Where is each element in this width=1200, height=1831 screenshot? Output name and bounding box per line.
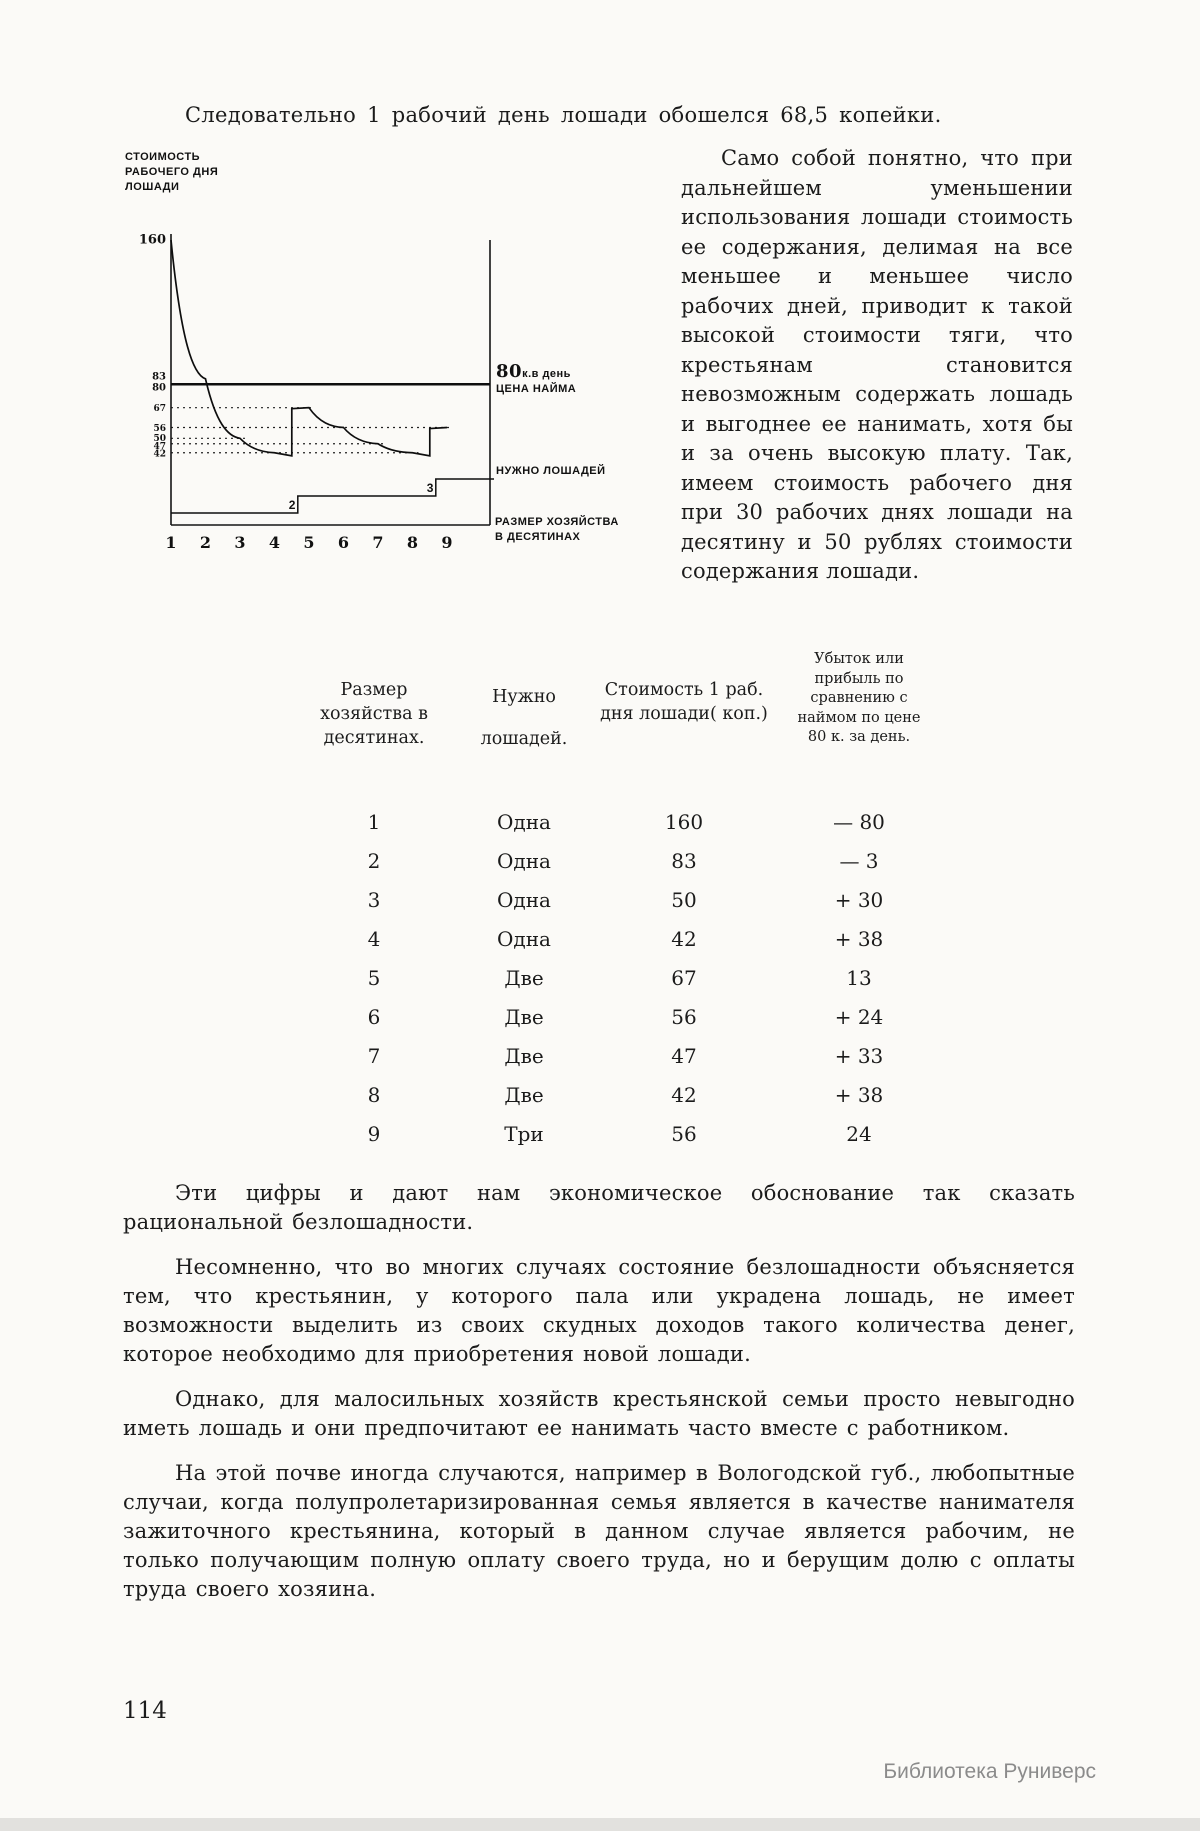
- table-cell: Две: [504, 1043, 544, 1068]
- table-cell: Одна: [497, 848, 551, 873]
- table-header-row: [299, 650, 949, 802]
- table-row: [299, 958, 949, 997]
- table-cell: 7: [367, 1043, 381, 1068]
- svg-text:160: 160: [138, 232, 166, 248]
- library-watermark: Библиотека Руниверс: [883, 1760, 1096, 1783]
- svg-text:47: 47: [153, 442, 166, 453]
- svg-text:9: 9: [441, 533, 453, 552]
- table-cell: 47: [671, 1043, 697, 1068]
- figure-row: [123, 144, 1075, 606]
- table-cell: Две: [504, 1082, 544, 1107]
- svg-text:6: 6: [337, 533, 350, 552]
- table-header-farm-size: Размер хозяйства в десятинах.: [320, 680, 428, 748]
- table-cell: 24: [846, 1121, 872, 1146]
- svg-text:ЛОШАДИ: ЛОШАДИ: [125, 181, 180, 193]
- svg-text:НУЖНО ЛОШАДЕЙ: НУЖНО ЛОШАДЕЙ: [496, 465, 606, 477]
- svg-text:80: 80: [152, 382, 166, 394]
- svg-text:РАЗМЕР ХОЗЯЙСТВА: РАЗМЕР ХОЗЯЙСТВА: [495, 516, 619, 528]
- table-cell: 50: [671, 887, 697, 912]
- svg-text:3: 3: [234, 533, 246, 552]
- svg-text:2: 2: [288, 498, 296, 512]
- svg-text:83: 83: [152, 371, 166, 383]
- table-cell: Одна: [497, 887, 551, 912]
- table-row: [299, 841, 949, 880]
- table-cell: + 24: [834, 1004, 884, 1029]
- table-row: [299, 997, 949, 1036]
- table-cell: + 33: [834, 1043, 884, 1068]
- table-row: [299, 802, 949, 841]
- body-paragraphs: [123, 1179, 1075, 1604]
- svg-text:67: 67: [153, 404, 166, 415]
- cost-table: [299, 650, 949, 1153]
- paragraph-weak-farms: Однако, для малосильных хозяйств крестьянской семьи просто невыгодно иметь лошадь и они предпочитают ее нанимать часто вместе с работником.: [123, 1387, 1075, 1440]
- table-cell: 160: [664, 809, 704, 834]
- svg-text:4: 4: [268, 533, 281, 552]
- horse-cost-chart: [115, 144, 675, 578]
- table-cell: + 30: [834, 887, 884, 912]
- table-row: [299, 880, 949, 919]
- table-cell: 4: [367, 926, 381, 951]
- svg-text:СТОИМОСТЬ: СТОИМОСТЬ: [125, 151, 201, 163]
- table-cell: Три: [504, 1121, 544, 1146]
- table-cell: 13: [846, 965, 872, 990]
- paragraph-vologda-case: На этой почве иногда случаются, например в Вологодской губ., любопытные случаи, когда полупролетаризированная семья является в качестве нанимателя зажиточного крестьянина, который в данном случае является рабочим, не только получающим полную оплату своего труда, но и берущим долю с оплаты труда своего хозяина.: [123, 1461, 1075, 1601]
- svg-text:РАБОЧЕГО ДНЯ: РАБОЧЕГО ДНЯ: [125, 166, 219, 178]
- table-cell: 83: [671, 848, 697, 873]
- intro-paragraph: Следовательно 1 рабочий день лошади обошелся 68,5 копейки.: [185, 103, 942, 127]
- table-cell: 56: [671, 1121, 697, 1146]
- table-cell: 3: [367, 887, 381, 912]
- svg-text:7: 7: [372, 533, 384, 552]
- table-row: [299, 1036, 949, 1075]
- svg-text:50: 50: [153, 433, 166, 444]
- table-cell: Две: [504, 965, 544, 990]
- table-cell: 1: [367, 809, 381, 834]
- table-cell: 42: [671, 1082, 697, 1107]
- table-body: [299, 802, 949, 1153]
- svg-text:1: 1: [165, 533, 177, 552]
- table-cell: — 80: [833, 809, 885, 834]
- page-number: 114: [123, 1698, 167, 1724]
- table-cell: + 38: [834, 926, 884, 951]
- table-row: [299, 1114, 949, 1153]
- svg-text:42: 42: [153, 449, 166, 460]
- table-header-cost-per-day: Стоимость 1 раб. дня лошади( коп.): [600, 680, 768, 724]
- table-cell: 2: [367, 848, 381, 873]
- table-cell: 67: [671, 965, 697, 990]
- svg-text:56: 56: [153, 424, 166, 435]
- table-row: [299, 919, 949, 958]
- table-cell: — 3: [839, 848, 879, 873]
- table-cell: 8: [367, 1082, 381, 1107]
- svg-text:ЦЕНА НАЙМА: ЦЕНА НАЙМА: [496, 383, 577, 395]
- table-cell: 5: [367, 965, 381, 990]
- svg-text:В ДЕСЯТИНАХ: В ДЕСЯТИНАХ: [495, 531, 581, 543]
- table-cell: Одна: [497, 926, 551, 951]
- svg-text:5: 5: [303, 533, 315, 552]
- svg-text:8: 8: [406, 533, 419, 552]
- table-cell: 6: [367, 1004, 381, 1029]
- table-row: [299, 1075, 949, 1114]
- svg-text:80к.в день: 80к.в день: [496, 361, 571, 382]
- table-cell: Две: [504, 1004, 544, 1029]
- table-cell: 42: [671, 926, 697, 951]
- horse-cost-chart-svg: [115, 144, 675, 574]
- svg-text:2: 2: [199, 533, 212, 552]
- table-cell: 9: [367, 1121, 381, 1146]
- page-content: [123, 100, 1075, 1620]
- table-header-horses-needed: Нужно лошадей.: [480, 687, 568, 749]
- table-cell: Одна: [497, 809, 551, 834]
- side-paragraph: Само собой понятно, что при дальнейшем уменьшении использования лошади стоимость ее содержания, делимая на все меньшее и меньшее число рабочих дней, приводит к такой высокой стоимости тяги, что крестьянам становится невозможным содержать лошадь и выгоднее ее нанимать, хотя бы и за очень высокую плату. Так, имеем стоимость рабочего дня при 30 рабочих днях лошади на десятину и 50 рублях стоимости содержания лошади.: [681, 146, 1073, 583]
- paragraph-horselessness: Несомненно, что во многих случаях состояние безлошадности объясняется тем, что крестьянин, у которого пала или украдена лошадь, не имеет возможности выделить из своих скудных доходов такого количества денег, которое необходимо для приобретения новой лошади.: [123, 1255, 1075, 1366]
- table-cell: + 38: [834, 1082, 884, 1107]
- table-cell: 56: [671, 1004, 697, 1029]
- table-header-profit-loss: Убыток или прибыль по сравнению с наймом по цене 80 к. за день.: [797, 651, 921, 745]
- paragraph-conclusion: Эти цифры и дают нам экономическое обоснование так сказать рациональной безлошадности.: [123, 1181, 1075, 1234]
- scan-bottom-edge: [0, 1818, 1200, 1831]
- svg-text:3: 3: [426, 481, 434, 495]
